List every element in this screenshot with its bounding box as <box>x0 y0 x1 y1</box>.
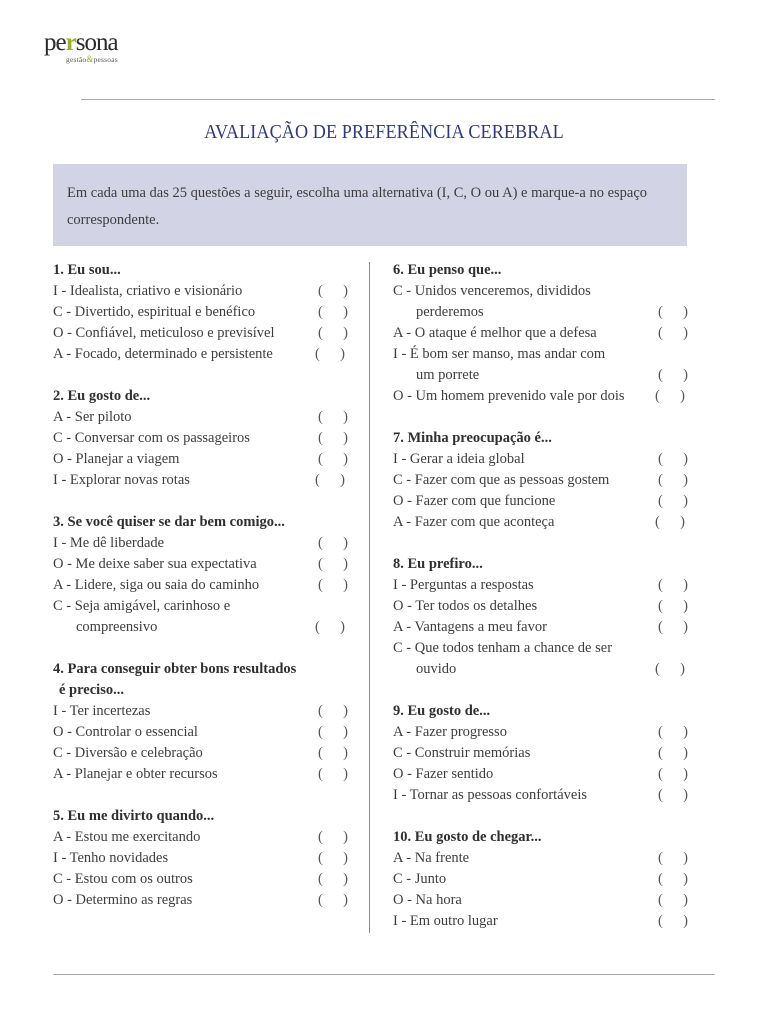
answer-slot[interactable]: ( ) <box>318 577 348 593</box>
question-title: 4. Para conseguir obter bons resultados <box>53 661 297 677</box>
option-label: A - Lidere, siga ou saia do caminho <box>53 577 260 593</box>
question-4 <box>53 659 353 785</box>
instructions-line-1: Em cada uma das 25 questões a seguir, escolha uma alternativa (I, C, O ou A) e marque-a no espaço <box>67 185 648 201</box>
question-title: 6. Eu penso que... <box>393 262 502 278</box>
option-row <box>393 890 693 911</box>
option-row <box>393 785 693 806</box>
answer-slot[interactable]: ( ) <box>318 430 348 446</box>
option-label: O - Ter todos os detalhes <box>393 598 538 614</box>
option-label: O - Planejar a viagem <box>53 451 180 467</box>
question-title: 5. Eu me divirto quando... <box>53 808 215 824</box>
option-row <box>53 848 353 869</box>
option-row <box>53 554 353 575</box>
option-label: I - Explorar novas rotas <box>53 472 190 488</box>
option-label: A - Fazer com que aconteça <box>393 514 555 530</box>
option-row <box>393 512 693 533</box>
question-9 <box>393 701 693 806</box>
question-3 <box>53 512 353 638</box>
option-label: O - Confiável, meticuloso e previsível <box>53 325 275 341</box>
answer-slot[interactable]: ( ) <box>658 913 688 929</box>
question-title: 2. Eu gosto de... <box>53 388 151 404</box>
option-row-continuation <box>393 302 693 323</box>
question-1 <box>53 260 353 365</box>
option-row <box>53 449 353 470</box>
option-label: C - Conversar com os passageiros <box>53 430 250 446</box>
answer-slot[interactable]: ( ) <box>318 724 348 740</box>
option-label: A - Fazer progresso <box>393 724 507 740</box>
question-title: 10. Eu gosto de chegar... <box>393 829 542 845</box>
bottom-divider <box>53 974 715 975</box>
option-row <box>53 302 353 323</box>
answer-slot[interactable]: ( ) <box>658 451 688 467</box>
option-label: C - Junto <box>393 871 447 887</box>
option-label: O - Fazer com que funcione <box>393 493 556 509</box>
answer-slot[interactable]: ( ) <box>658 598 688 614</box>
option-label: I - Me dê liberdade <box>53 535 165 551</box>
left-column <box>53 260 353 911</box>
logo-wordmark: persona <box>44 29 118 56</box>
option-label: I - Tornar as pessoas confortáveis <box>393 787 588 803</box>
question-6 <box>393 260 693 407</box>
answer-slot[interactable]: ( ) <box>318 325 348 341</box>
option-label: I - Ter incertezas <box>53 703 151 719</box>
option-label: I - É bom ser manso, mas andar com <box>393 346 606 362</box>
answer-slot[interactable]: ( ) <box>315 472 345 488</box>
option-label: I - Tenho novidades <box>53 850 169 866</box>
option-label: C - Unidos venceremos, divididos <box>393 283 591 299</box>
option-row <box>53 344 353 365</box>
option-row <box>393 617 693 638</box>
answer-slot[interactable]: ( ) <box>658 493 688 509</box>
option-label: C - Construir memórias <box>393 745 531 761</box>
logo-tagline: gestão&pessoas <box>66 54 118 64</box>
option-label: O - Me deixe saber sua expectativa <box>53 556 257 572</box>
answer-slot[interactable]: ( ) <box>315 619 345 635</box>
option-row <box>53 764 353 785</box>
question-8 <box>393 554 693 680</box>
option-row <box>53 428 353 449</box>
answer-slot[interactable]: ( ) <box>658 367 688 383</box>
answer-slot[interactable]: ( ) <box>655 388 685 404</box>
option-row <box>53 575 353 596</box>
option-label: C - Estou com os outros <box>53 871 193 887</box>
answer-slot[interactable]: ( ) <box>658 850 688 866</box>
option-row <box>53 890 353 911</box>
option-label: A - Planejar e obter recursos <box>53 766 218 782</box>
option-row <box>53 281 353 302</box>
question-title: 8. Eu prefiro... <box>393 556 483 572</box>
question-10 <box>393 827 693 932</box>
answer-slot[interactable]: ( ) <box>318 283 348 299</box>
right-column <box>393 260 693 932</box>
option-label: I - Em outro lugar <box>393 913 498 929</box>
answer-slot[interactable]: ( ) <box>318 451 348 467</box>
answer-slot[interactable]: ( ) <box>318 703 348 719</box>
answer-slot[interactable]: ( ) <box>318 829 348 845</box>
option-row <box>393 743 693 764</box>
option-label-continuation: um porrete <box>416 367 480 383</box>
option-row <box>53 701 353 722</box>
answer-slot[interactable]: ( ) <box>658 577 688 593</box>
option-row <box>53 722 353 743</box>
answer-slot[interactable]: ( ) <box>658 892 688 908</box>
option-label: C - Seja amigável, carinhoso e <box>53 598 231 614</box>
option-label: I - Gerar a ideia global <box>393 451 525 467</box>
option-row <box>393 344 693 365</box>
option-row <box>393 449 693 470</box>
answer-slot[interactable]: ( ) <box>658 745 688 761</box>
answer-slot[interactable]: ( ) <box>318 556 348 572</box>
option-label: C - Fazer com que as pessoas gostem <box>393 472 610 488</box>
option-row <box>393 470 693 491</box>
option-label: O - Fazer sentido <box>393 766 494 782</box>
answer-slot[interactable]: ( ) <box>318 409 348 425</box>
option-label: A - Estou me exercitando <box>53 829 201 845</box>
option-label-continuation: perderemos <box>416 304 484 320</box>
answer-slot[interactable]: ( ) <box>658 304 688 320</box>
option-row <box>53 407 353 428</box>
answer-slot[interactable]: ( ) <box>318 871 348 887</box>
option-label: A - Focado, determinado e persistente <box>53 346 273 362</box>
top-divider <box>81 99 715 100</box>
option-row <box>393 638 693 659</box>
persona-logo <box>44 30 134 66</box>
page-title: AVALIAÇÃO DE PREFERÊNCIA CEREBRAL <box>204 122 564 143</box>
option-row <box>393 386 693 407</box>
question-2 <box>53 386 353 491</box>
answer-slot[interactable]: ( ) <box>658 871 688 887</box>
question-title: 9. Eu gosto de... <box>393 703 491 719</box>
option-row <box>53 470 353 491</box>
option-row-continuation <box>393 659 693 680</box>
option-label: A - Vantagens a meu favor <box>393 619 547 635</box>
option-label: I - Idealista, criativo e visionário <box>53 283 243 299</box>
option-row <box>53 533 353 554</box>
answer-slot[interactable]: ( ) <box>318 745 348 761</box>
question-title: 1. Eu sou... <box>53 262 121 278</box>
answer-slot[interactable]: ( ) <box>318 766 348 782</box>
option-label: A - O ataque é melhor que a defesa <box>393 325 597 341</box>
option-label: O - Um homem prevenido vale por dois <box>393 388 625 404</box>
answer-slot[interactable]: ( ) <box>318 850 348 866</box>
answer-slot[interactable]: ( ) <box>655 661 685 677</box>
option-row <box>393 323 693 344</box>
answer-slot[interactable]: ( ) <box>658 766 688 782</box>
answer-slot[interactable]: ( ) <box>318 535 348 551</box>
option-row <box>393 722 693 743</box>
option-label: A - Ser piloto <box>53 409 132 425</box>
option-row <box>53 869 353 890</box>
answer-slot[interactable]: ( ) <box>318 892 348 908</box>
option-label: A - Na frente <box>393 850 470 866</box>
instructions-line-2: correspondente. <box>67 212 160 228</box>
option-label-continuation: compreensivo <box>76 619 158 635</box>
option-label: C - Que todos tenham a chance de ser <box>393 640 613 656</box>
option-label-continuation: ouvido <box>416 661 457 677</box>
option-row <box>393 281 693 302</box>
option-row <box>393 848 693 869</box>
question-title-line-2: é preciso... <box>59 682 124 698</box>
option-label: C - Divertido, espiritual e benéfico <box>53 304 256 320</box>
answer-slot[interactable]: ( ) <box>318 304 348 320</box>
option-row <box>393 869 693 890</box>
option-label: O - Na hora <box>393 892 462 908</box>
column-divider <box>369 262 370 933</box>
option-row-continuation <box>393 365 693 386</box>
instructions-box <box>53 164 687 246</box>
option-row <box>53 323 353 344</box>
option-row <box>53 743 353 764</box>
option-row <box>393 764 693 785</box>
option-row <box>393 911 693 932</box>
option-label: O - Determino as regras <box>53 892 193 908</box>
question-title: 7. Minha preocupação é... <box>393 430 552 446</box>
question-title: 3. Se você quiser se dar bem comigo... <box>53 514 285 530</box>
answer-slot[interactable]: ( ) <box>658 787 688 803</box>
answer-slot[interactable]: ( ) <box>658 325 688 341</box>
option-row <box>53 596 353 617</box>
option-row <box>393 596 693 617</box>
answer-slot[interactable]: ( ) <box>655 514 685 530</box>
answer-slot[interactable]: ( ) <box>658 724 688 740</box>
option-row <box>393 491 693 512</box>
answer-slot[interactable]: ( ) <box>658 472 688 488</box>
question-7 <box>393 428 693 533</box>
option-row <box>53 827 353 848</box>
option-label: C - Diversão e celebração <box>53 745 203 761</box>
option-row-continuation <box>53 617 353 638</box>
answer-slot[interactable]: ( ) <box>315 346 345 362</box>
option-row <box>393 575 693 596</box>
answer-slot[interactable]: ( ) <box>658 619 688 635</box>
option-label: I - Perguntas a respostas <box>393 577 534 593</box>
option-label: O - Controlar o essencial <box>53 724 198 740</box>
question-5 <box>53 806 353 911</box>
